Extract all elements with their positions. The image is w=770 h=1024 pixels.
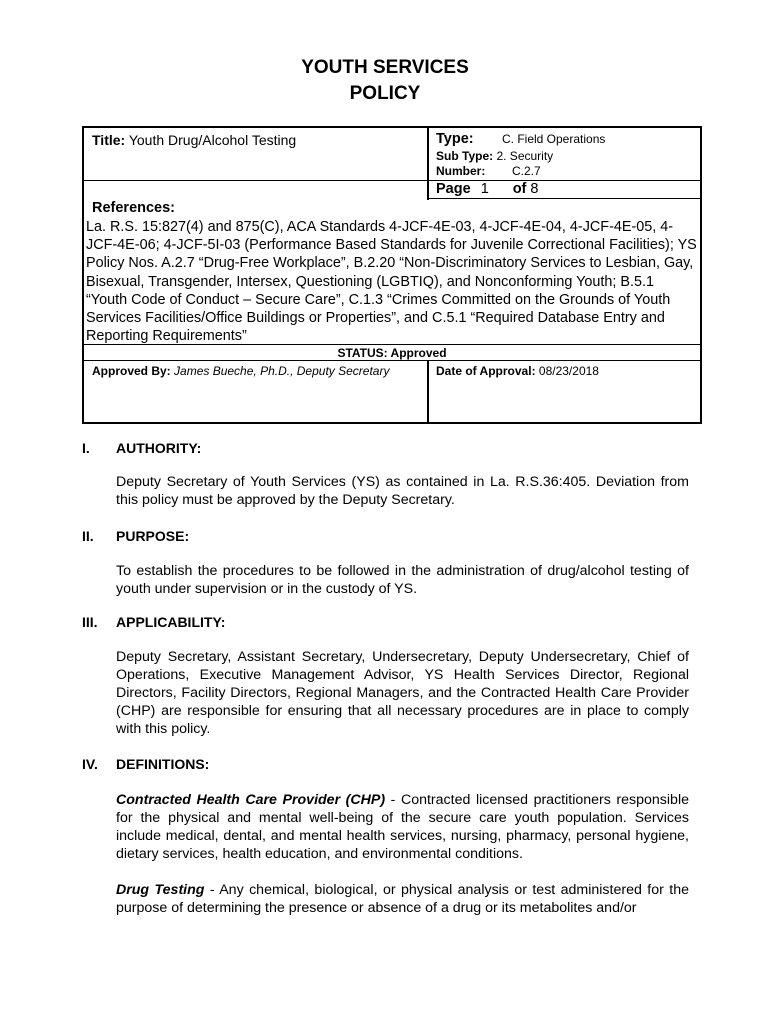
header-rule-2 [427, 198, 700, 199]
section-text-authority: Deputy Secretary of Youth Services (YS) as contained in La. R.S.36:405. Deviation from this policy must be approved by the Deputy Secretary. [116, 474, 689, 508]
section-text-applicability: Deputy Secretary, Assistant Secretary, Undersecretary, Deputy Undersecretary, Chief of Operations, Executive Management Advisor, YS Health Services Director, Regional Directors, Facility Directors, Regional Managers, and the Contracted Health Care Provider (CHP) are responsible for ensuring that all necessary procedures are in place to comply with this policy. [116, 649, 689, 737]
title-line-2: POLICY [349, 83, 421, 104]
page-total: 8 [530, 181, 539, 197]
document-title [0, 55, 770, 107]
references-label: References: [92, 200, 176, 216]
page-of-label: of [512, 181, 527, 197]
section-heading-authority [82, 440, 201, 456]
definition-drug-testing [116, 881, 689, 917]
definition-text: - Contracted licensed practitioners responsible for the physical and mental well-being of the secure care youth population. Services include medical, dental, and mental health services, nursing, pharmacy, personal hygiene, dietary services, health education, and environmental conditions. [116, 792, 689, 862]
title-line-1: YOUTH SERVICES [301, 57, 469, 78]
type-cell [436, 131, 605, 147]
section-heading-applicability [82, 614, 225, 630]
section-heading-definitions [82, 756, 209, 772]
type-label: Type: [436, 131, 474, 147]
page-current: 1 [480, 181, 489, 197]
section-title: PURPOSE: [116, 528, 190, 544]
policy-header-table [82, 126, 702, 424]
section-number: IV. [82, 756, 98, 772]
section-title: DEFINITIONS: [116, 756, 210, 772]
subtype-value: 2. Security [496, 149, 554, 163]
title-label: Title: [92, 132, 126, 148]
subtype-cell [436, 149, 553, 164]
definition-term: Drug Testing [116, 882, 205, 898]
page-label: Page [436, 181, 471, 197]
definition-term: Contracted Health Care Provider (CHP) [116, 792, 386, 808]
approval-date-label: Date of Approval: [436, 364, 536, 378]
header-divider-bottom [427, 360, 429, 424]
approval-date-cell [436, 364, 599, 379]
section-text-purpose: To establish the procedures to be followed in the administration of drug/alcohol testing of youth under supervision or in the custody of YS. [116, 563, 689, 597]
header-rule-4 [84, 360, 700, 361]
section-title: AUTHORITY: [116, 440, 202, 456]
definition-text: - Any chemical, biological, or physical analysis or test administered for the purpose of determining the presence or absence of a drug or its metabolites and/or [116, 882, 689, 916]
approved-by-cell [92, 364, 389, 379]
section-title: APPLICABILITY: [116, 614, 226, 630]
number-label: Number: [436, 164, 486, 178]
number-value: C.2.7 [512, 164, 541, 178]
approved-by-label: Approved By: [92, 364, 171, 378]
header-rule-1 [84, 180, 700, 181]
title-cell [92, 132, 296, 148]
header-divider-top [427, 128, 429, 182]
approved-by-value: James Bueche, Ph.D., Deputy Secretary [174, 364, 390, 378]
section-number: II. [82, 528, 94, 544]
section-number: III. [82, 614, 98, 630]
type-value: C. Field Operations [502, 132, 606, 146]
header-divider-page [427, 180, 429, 200]
subtype-label: Sub Type: [436, 149, 494, 163]
title-value: Youth Drug/Alcohol Testing [128, 132, 297, 148]
number-cell [436, 164, 541, 179]
status-badge: STATUS: Approved [337, 346, 447, 360]
references-text: La. R.S. 15:827(4) and 875(C), ACA Standards 4-JCF-4E-03, 4-JCF-4E-04, 4-JCF-4E-05, 4-JCF-4E-06; 4-JCF-5I-03 (Performance Based Standards for Juvenile Correctional Facilities); YS Policy Nos. A.2.7 “Drug-Free Workplace”, B.2.20 “Non-Discriminatory Services to Lesbian, Gay, Bisexual, Transgender, Intersex, Questioning (LGBTIQ), and Nonconforming Youth; B.5.1 “Youth Code of Conduct – Secure Care”, C.1.3 “Crimes Committed on the Grounds of Youth Services Facilities/Office Buildings or Properties”, and C.5.1 “Required Database Entry and Reporting Requirements” [86, 219, 697, 345]
section-heading-purpose [82, 528, 189, 544]
section-number: I. [82, 440, 90, 456]
approval-date-value: 08/23/2018 [538, 364, 599, 378]
definition-chp [116, 791, 689, 863]
page-cell [436, 181, 539, 197]
